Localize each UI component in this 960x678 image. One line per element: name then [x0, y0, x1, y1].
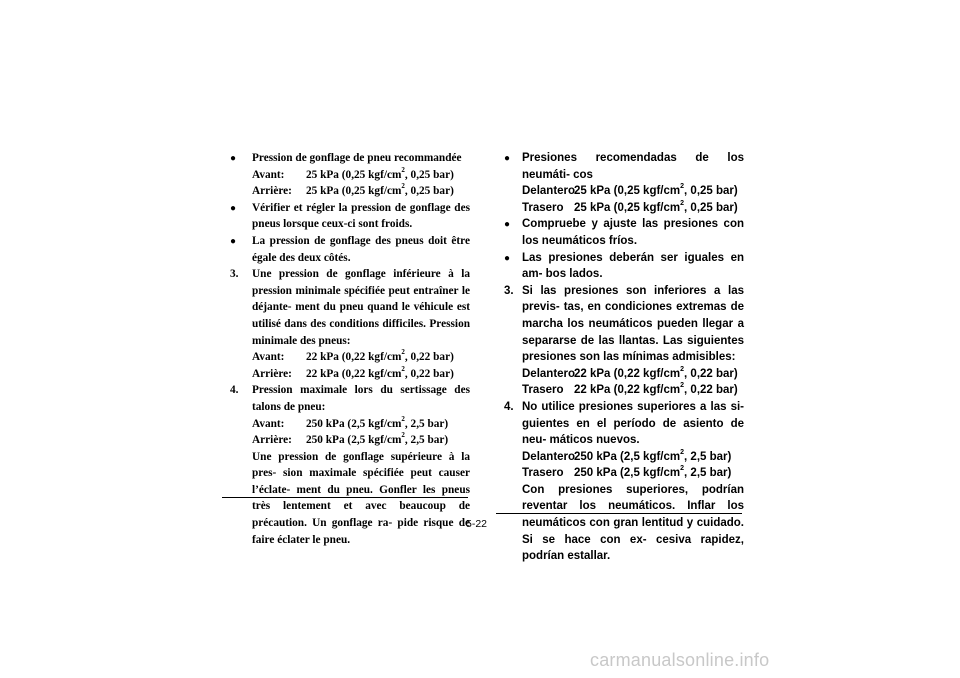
- fr-item4-text: Pression maximale lors du sertissage des talons de pneu:: [252, 384, 470, 413]
- bullet-icon: [504, 216, 510, 234]
- fr-item4-number: 4.: [230, 384, 239, 397]
- es-item-3: [500, 283, 744, 399]
- watermark: carmanualsonline.info: [590, 650, 770, 670]
- spanish-column: [500, 150, 744, 565]
- es-bullet1-front-row: Delantero25 kPa (0,25 kgf/$cm^2$, 0,25 bar): [522, 183, 738, 198]
- fr-item4-rear-row: Arrière: 250 kPa (2,5 kgf/$cm^2$, 2,5 bar): [252, 431, 449, 447]
- es-item3-front-row: Delantero22 kPa (0,22 kgf/$cm^2$, 0,22 bar): [522, 365, 738, 380]
- es-item4-number: 4.: [504, 400, 514, 413]
- french-column: [230, 150, 470, 548]
- es-bullet2-text: Compruebe y ajuste las presiones con los neumáticos fríos.: [522, 218, 744, 247]
- fr-item3-front-row: Avant: 22 kPa (0,22 kgf/$cm^2$, 0,22 bar): [252, 348, 454, 364]
- page-number: 5-22: [466, 518, 488, 530]
- es-item3-number: 3.: [504, 284, 514, 297]
- es-bullet-recommended-pressure: [500, 150, 744, 216]
- fr-item3-number: 3.: [230, 268, 239, 281]
- fr-item3-rear-row: Arrière: 22 kPa (0,22 kgf/$cm^2$, 0,22 bar): [252, 364, 454, 380]
- bullet-icon: [230, 150, 236, 168]
- fr-item3-text: Une pression de gonflage inférieure à la pression minimale spécifiée peut entraîner le déjante- ment du pneu quand le véhicule est utilisé dans des conditions difficiles. Pression minimale des pneus:: [252, 268, 470, 347]
- spanish-column-divider: [496, 513, 742, 514]
- bullet-icon: [504, 250, 510, 268]
- bullet-icon: [230, 233, 236, 251]
- es-item4-rear-row: Trasero 250 kPa (2,5 kgf/$cm^2$, 2,5 bar): [522, 465, 732, 480]
- fr-bullet-equal-sides: [230, 233, 470, 266]
- fr-bullet1-title: Pression de gonflage de pneu recommandée: [252, 152, 462, 164]
- fr-bullet1-front-row: Avant: 25 kPa (0,25 kgf/$cm^2$, 0,25 bar): [252, 165, 454, 181]
- fr-bullet-check-cold: [230, 200, 470, 233]
- fr-item4-front-row: Avant: 250 kPa (2,5 kgf/$cm^2$, 2,5 bar): [252, 414, 449, 430]
- es-item4-text: No utilice presiones superiores a las si- guientes en el período de asiento de neu- máticos nuevos.: [522, 400, 744, 447]
- es-item4-warning: Con presiones superiores, podrían reventar los neumáticos. Inflar los neumáticos con gran lentitud y cuidado. Si se hace con ex- cesiva rapidez, podrían estallar.: [522, 483, 744, 563]
- es-item-4: [500, 399, 744, 565]
- fr-bullet-recommended-pressure: [230, 150, 470, 200]
- es-bullet3-text: Las presiones deberán ser iguales en am- bos lados.: [522, 251, 744, 281]
- es-item3-rear-row: Trasero 22 kPa (0,22 kgf/$cm^2$, 0,22 bar): [522, 382, 738, 397]
- fr-bullet2-text: Vérifier et régler la pression de gonflage des pneus lorsque ceux-ci sont froids.: [252, 201, 470, 231]
- fr-item-4: [230, 382, 470, 548]
- es-bullet1-title: Presiones recomendadas de los neumáti- cos: [522, 152, 744, 181]
- fr-bullet1-rear-row: Arrière: 25 kPa (0,25 kgf/$cm^2$, 0,25 bar): [252, 182, 454, 198]
- fr-bullet3-text: La pression de gonflage des pneus doit être égale des deux côtés.: [252, 234, 470, 264]
- fr-item-3: [230, 266, 470, 382]
- es-bullet-equal-sides: [500, 250, 744, 283]
- fr-item4-warning: Une pression de gonflage supérieure à la pres- sion maximale spécifiée peut causer l’éclate- ment du pneu. Gonfler les pneus très lentement et avec beaucoup de précaution. Un gonflage ra- pide risque de faire éclater le pneu.: [252, 450, 470, 546]
- es-item3-text: Si las presiones son inferiores a las previs- tas, en condiciones extremas de marcha los neumáticos pueden llegar a separarse de las llantas. Las siguientes presiones son las mínimas admisibles:: [522, 284, 744, 364]
- french-column-divider: [222, 497, 468, 498]
- es-item4-front-row: Delantero250 kPa (2,5 kgf/$cm^2$, 2,5 bar): [522, 448, 732, 463]
- es-bullet1-rear-row: Trasero 25 kPa (0,25 kgf/$cm^2$, 0,25 bar): [522, 199, 738, 214]
- bullet-icon: [504, 150, 510, 168]
- es-bullet-check-cold: [500, 216, 744, 249]
- bullet-icon: [230, 200, 236, 218]
